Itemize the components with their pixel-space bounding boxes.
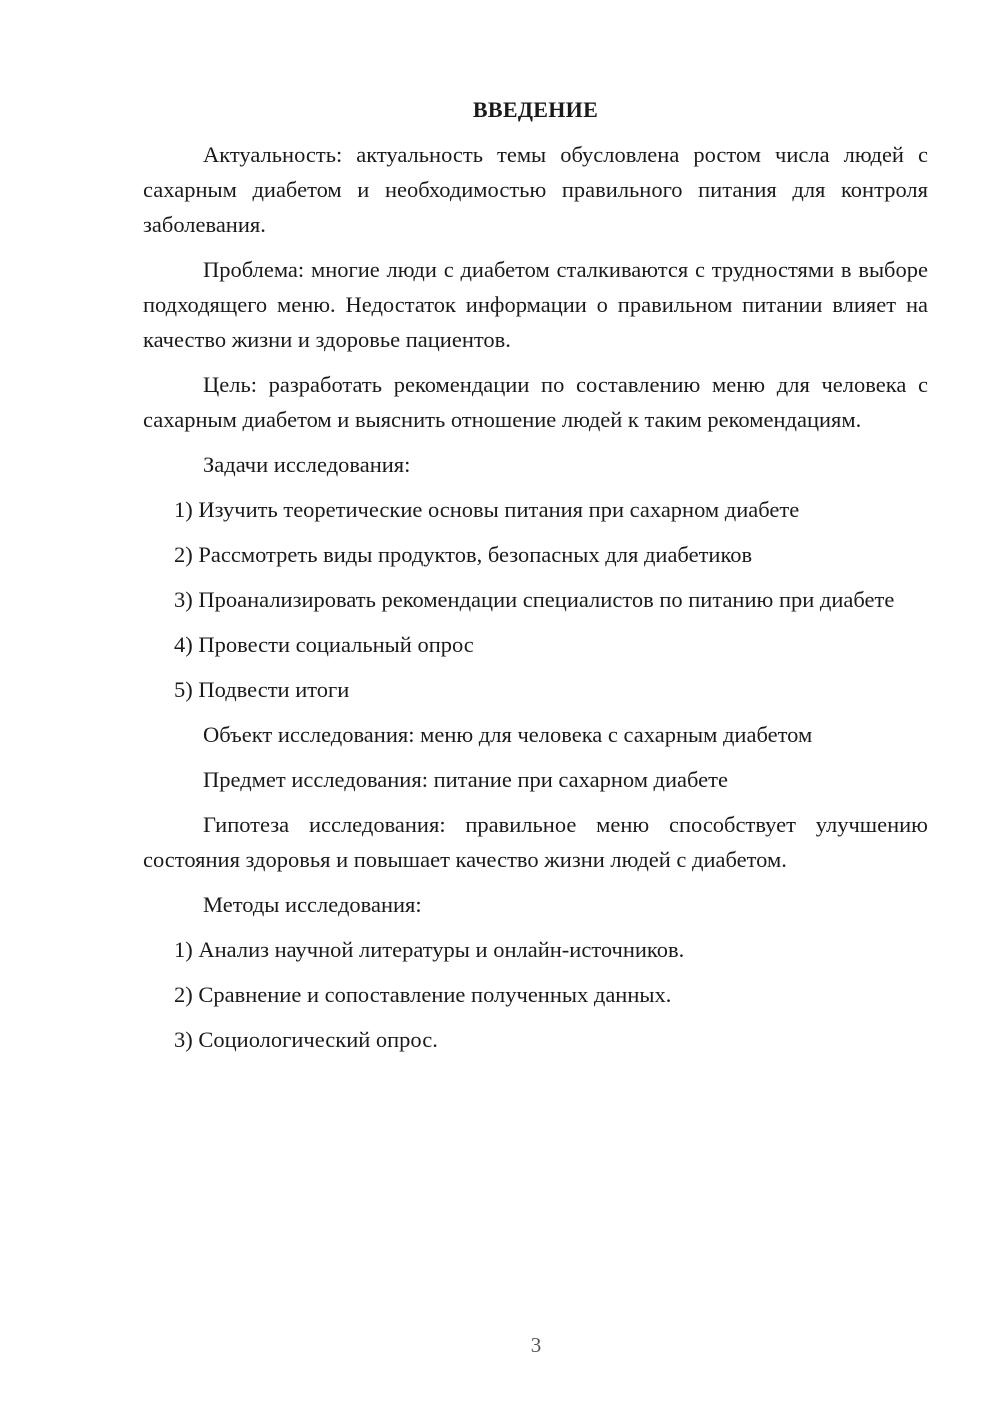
problem-paragraph: Проблема: многие люди с диабетом сталкиваются с трудностями в выборе подходящего меню. Недостаток информации о правильном питании влияет на качество жизни и здоровье пациентов. (143, 257, 928, 352)
task-item: 3) Проанализировать рекомендации специалистов по питанию при диабете (174, 587, 895, 612)
method-item: 1) Анализ научной литературы и онлайн-источников. (174, 937, 685, 962)
goal-paragraph: Цель: разработать рекомендации по составлению меню для человека с сахарным диабетом и выяснить отношение людей к таким рекомендациям. (143, 372, 928, 432)
page-content (143, 92, 928, 1067)
methods-heading: Методы исследования: (203, 892, 422, 917)
research-object-paragraph: Объект исследования: меню для человека с сахарным диабетом (203, 722, 813, 747)
task-item: 4) Провести социальный опрос (174, 632, 474, 657)
tasks-heading: Задачи исследования: (203, 452, 411, 477)
task-item: 2) Рассмотреть виды продуктов, безопасных для диабетиков (174, 542, 753, 567)
method-item: 3) Социологический опрос. (174, 1027, 438, 1052)
page-number: 3 (530, 1333, 542, 1357)
research-subject-paragraph: Предмет исследования: питание при сахарном диабете (203, 767, 728, 792)
relevance-paragraph: Актуальность: актуальность темы обусловлена ростом числа людей с сахарным диабетом и необходимостью правильного питания для контроля заболевания. (143, 142, 928, 237)
hypothesis-paragraph: Гипотеза исследования: правильное меню способствует улучшению состояния здоровья и повышает качество жизни людей с диабетом. (143, 812, 928, 872)
task-item: 1) Изучить теоретические основы питания при сахарном диабете (174, 497, 800, 522)
page-title: ВВЕДЕНИЕ (472, 97, 599, 122)
task-item: 5) Подвести итоги (174, 677, 350, 702)
method-item: 2) Сравнение и сопоставление полученных данных. (174, 982, 672, 1007)
